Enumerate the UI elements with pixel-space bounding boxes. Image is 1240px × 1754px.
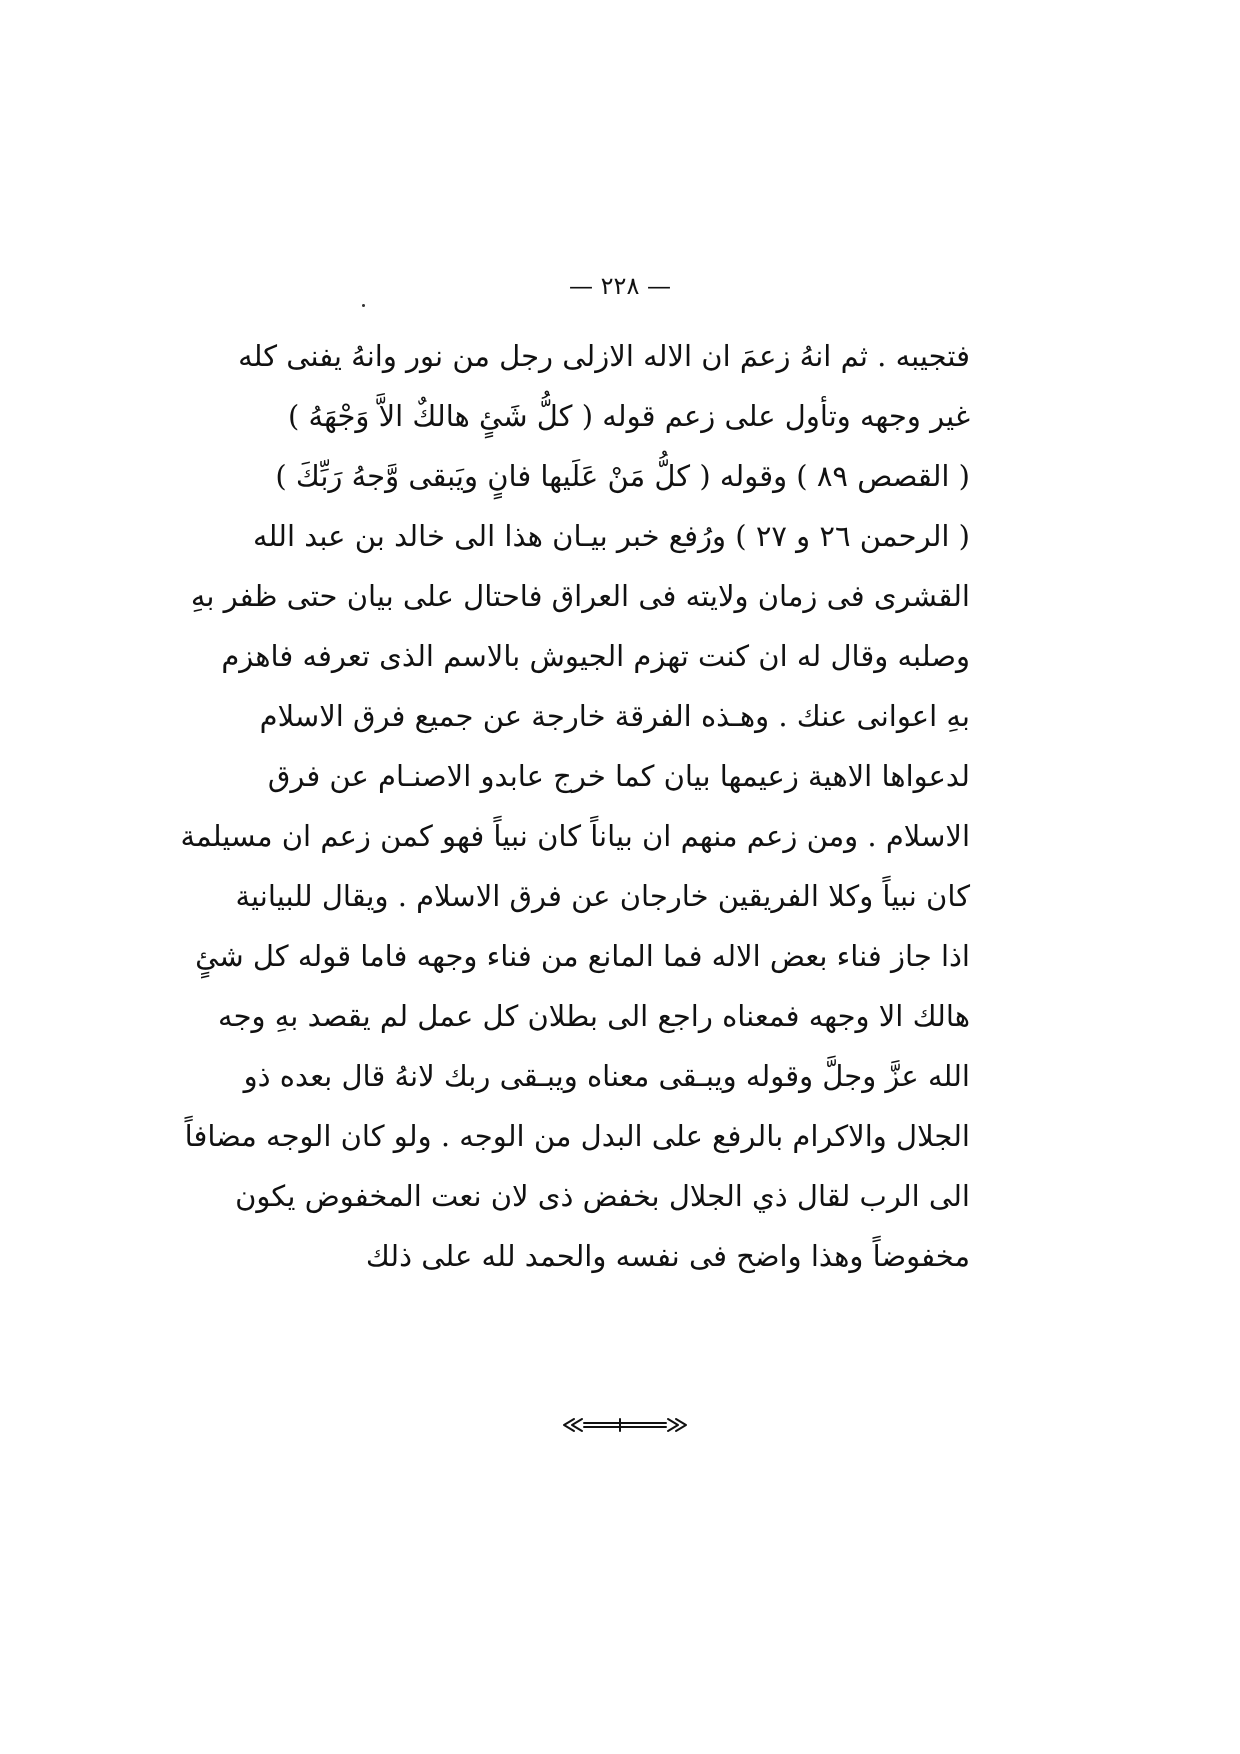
body-text [180, 326, 970, 1286]
text-line: ( الرحمن ٢٦ و ٢٧ ) ورُفع خبر بيـان هذا الى خالد بن عبد الله [252, 519, 970, 553]
text-line-last: مخفوضاً وهذا واضح فى نفسه والحمد لله على ذلك [365, 1239, 970, 1273]
text-line: الاسلام . ومن زعم منهم ان بياناً كان نبياً فهو كمن زعم ان مسيلمة [180, 819, 970, 853]
text-line: الجلال والاكرام بالرفع على البدل من الوجه . ولو كان الوجه مضافاً [184, 1119, 970, 1153]
text-line: الى الرب لقال ذي الجلال بخفض ذى لان نعت المخفوض يكون [235, 1179, 970, 1213]
end-ornament [560, 1415, 690, 1435]
text-line: اذا جاز فناء بعض الاله فما المانع من فناء وجهه فاما قوله كل شئٍ [195, 939, 970, 973]
text-line: فتجيبه . ثم انهُ زعمَ ان الاله الازلى رجل من نور وانهُ يفنى كله [238, 339, 970, 373]
text-line: كان نبياً وكلا الفريقين خارجان عن فرق الاسلام . ويقال للبيانية [235, 879, 970, 913]
text-line: وصلبه وقال له ان كنت تهزم الجيوش بالاسم الذى تعرفه فاهزم [221, 639, 970, 673]
page-number: — ٢٢٨ — [569, 272, 671, 300]
text-line: بهِ اعوانى عنك . وهـذه الفرقة خارجة عن جميع فرق الاسلام [259, 699, 970, 733]
text-line: الله عزَّ وجلَّ وقوله ويبـقى معناه ويبـقى ربك لانهُ قال بعده ذو [243, 1059, 970, 1093]
text-line: ( القصص ٨٩ ) وقوله ( كلُّ مَنْ عَلَيها فانٍ ويَبقى وَّجهُ رَبِّكَ ) [275, 459, 970, 493]
ink-speck [362, 304, 365, 307]
text-line: القشرى فى زمان ولايته فى العراق فاحتال على بيان حتى ظفر بهِ [190, 579, 970, 613]
text-line: غير وجهه وتأول على زعم قوله ( كلُّ شَئٍ هالكٌ الاَّ وَجْهَهُ ) [288, 399, 970, 433]
text-line: هالك الا وجهه فمعناه راجع الى بطلان كل عمل لم يقصد بهِ وجه [218, 999, 970, 1033]
text-line: لدعواها الاهية زعيمها بيان كما خرج عابدو الاصنـام عن فرق [267, 759, 970, 793]
